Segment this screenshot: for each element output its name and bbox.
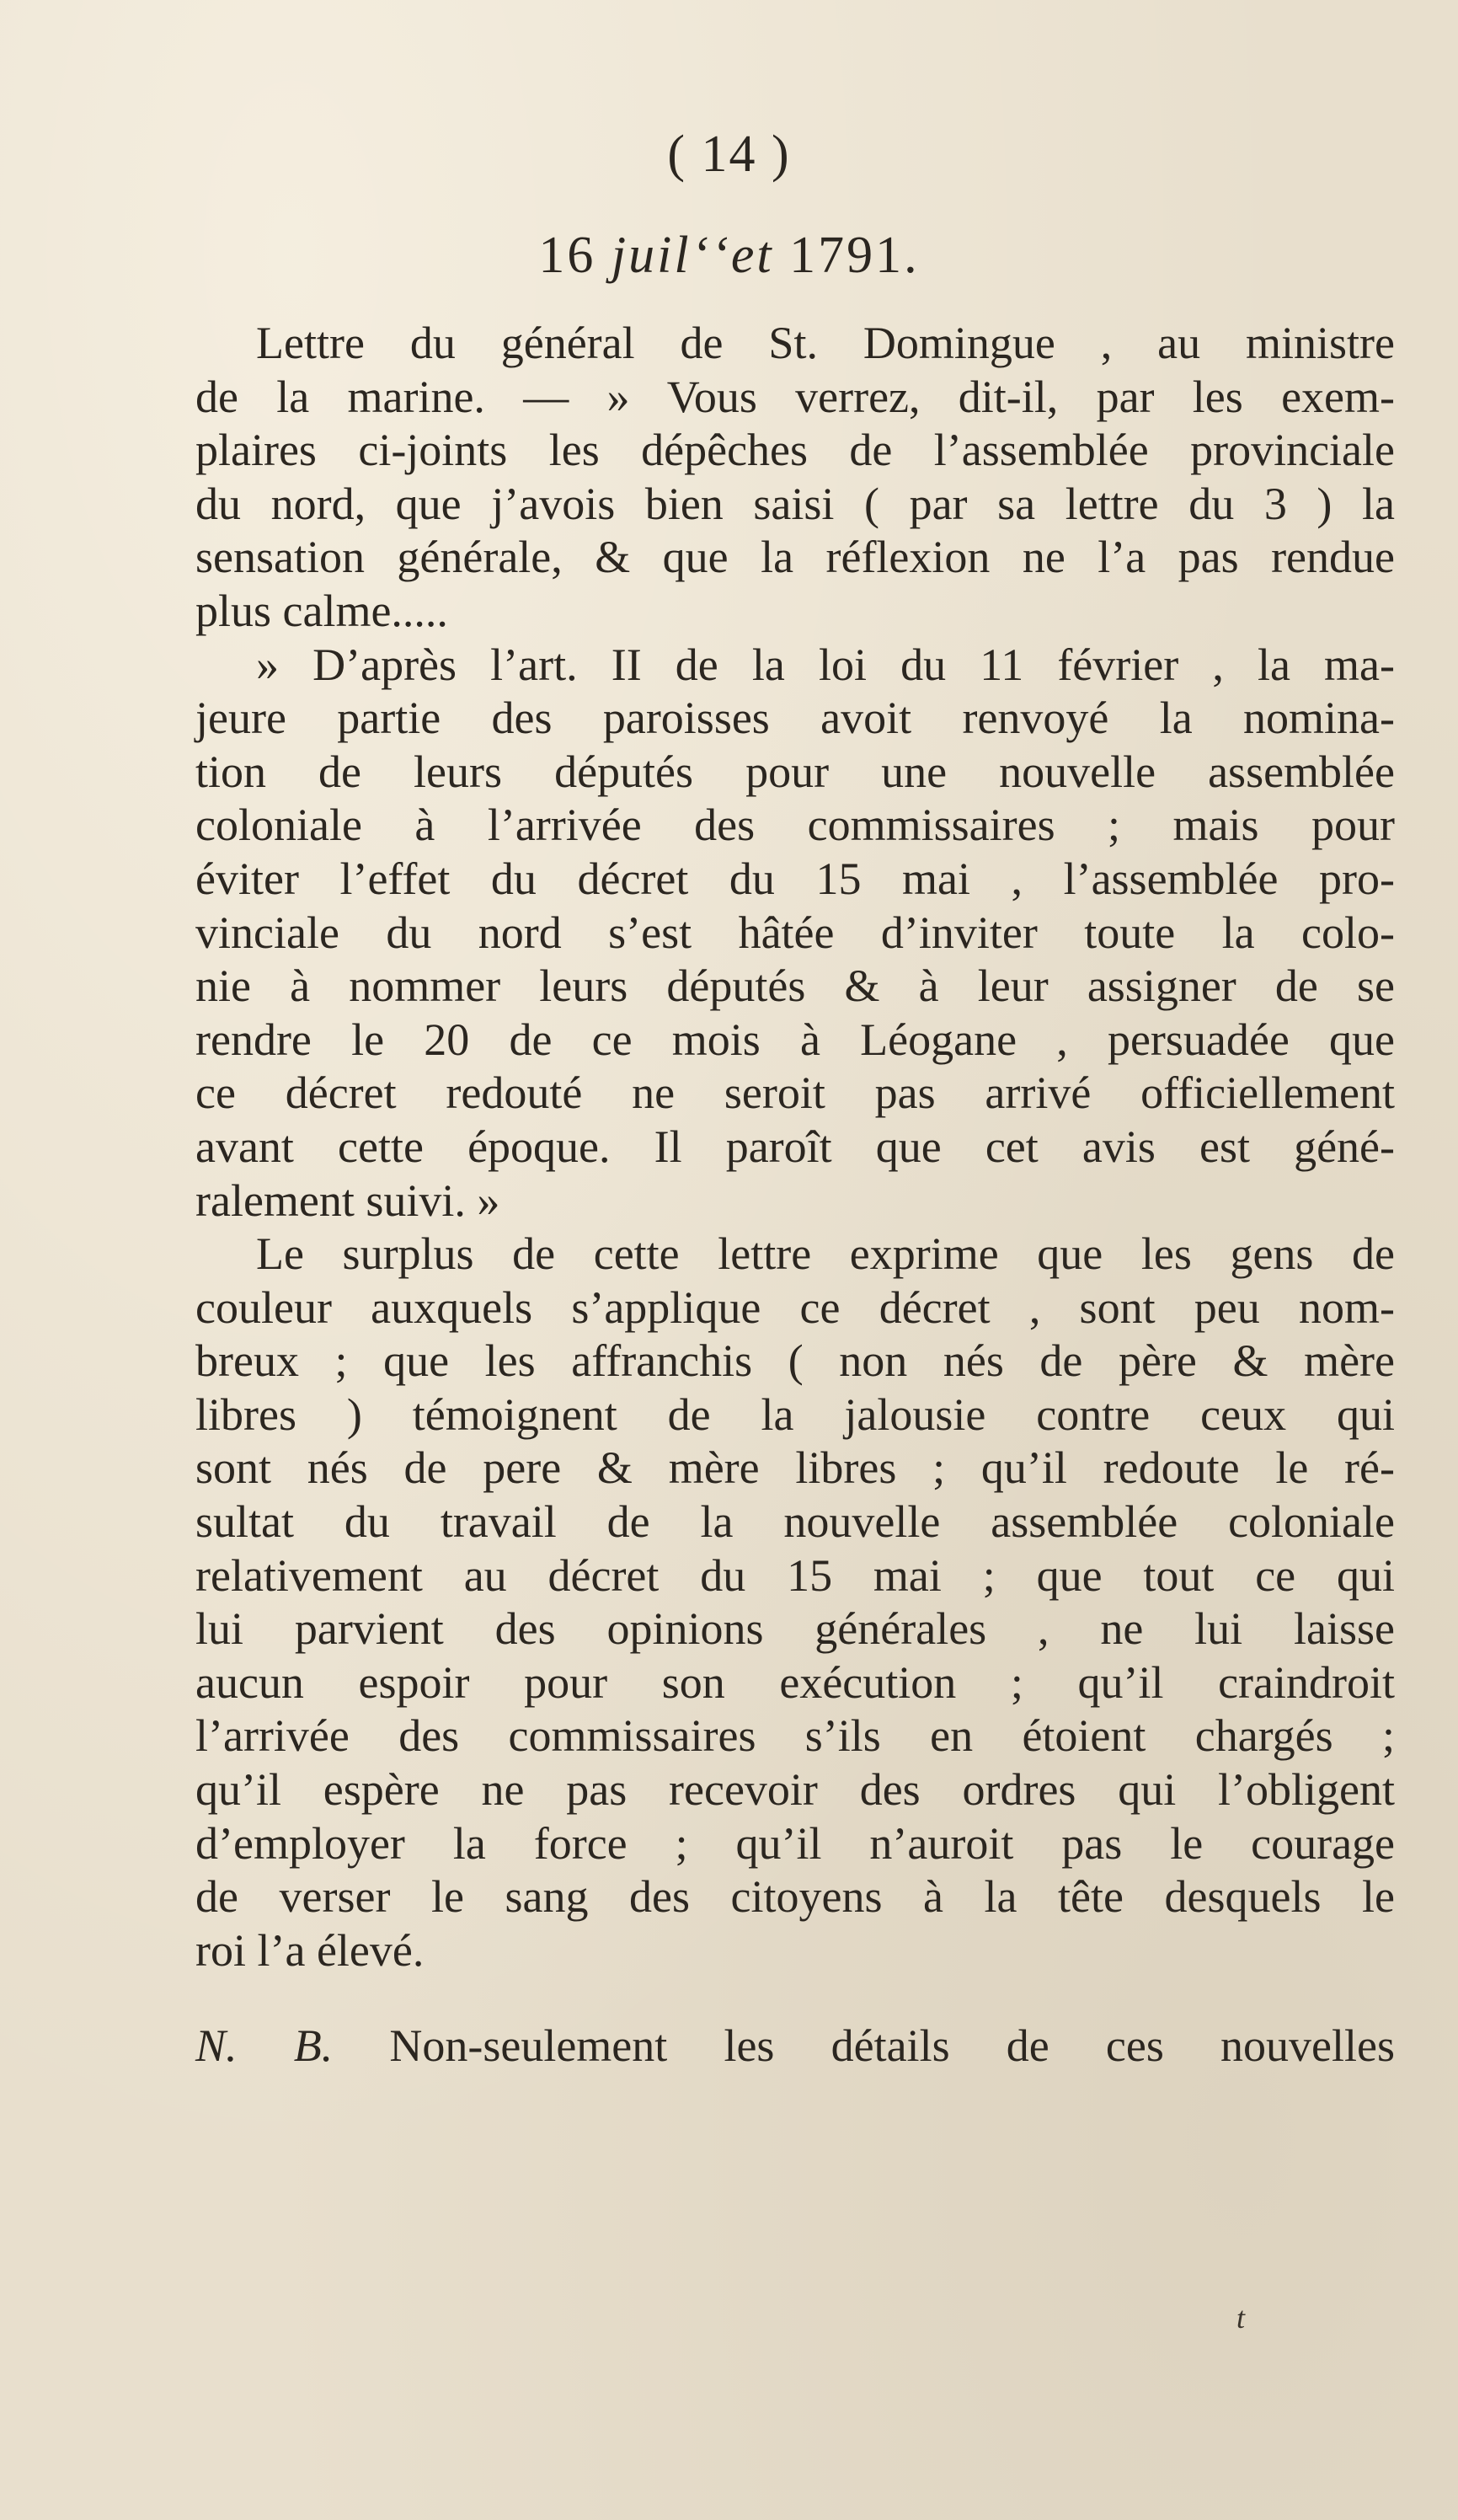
text-line: aucun espoir pour son exécution ; qu’il craindroit (195, 1656, 1395, 1708)
text-line: nie à nommer leurs députés & à leur assigner de se (195, 960, 1395, 1012)
date-year: 1791. (789, 227, 920, 284)
text-line: qu’il espère ne pas recevoir des ordres qui l’obligent (195, 1764, 1395, 1816)
text-line: rendre le 20 de ce mois à Léogane , persuadée que (195, 1014, 1395, 1065)
text-line: plaires ci-joints les dépêches de l’assemblée provinciale (195, 425, 1395, 476)
text-line: breux ; que les affranchis ( non nés de père & mère (195, 1335, 1395, 1387)
text-line: Lettre du général de St. Domingue , au ministre (256, 318, 1395, 368)
text-line: ralement suivi. » (195, 1174, 500, 1226)
text-line: ce décret redouté ne seroit pas arrivé officiellement (195, 1067, 1395, 1119)
text-line: de la marine. — » Vous verrez, dit-il, par les exem- (195, 371, 1395, 422)
text-line: avant cette époque. Il paroît que cet avis est géné- (195, 1121, 1395, 1172)
text-line: sensation générale, & que la réflexion ne l’a pas rendue (195, 532, 1395, 583)
text-line: tion de leurs députés pour une nouvelle assemblée (195, 746, 1395, 797)
text-line: de verser le sang des citoyens à la tête desquels le (195, 1871, 1395, 1923)
date-month: juilʻʻet (611, 227, 774, 284)
text-line: couleur auxquels s’applique ce décret , sont peu nom- (195, 1281, 1395, 1333)
text-line: du nord, que j’avois bien saisi ( par sa lettre du 3 ) la (195, 478, 1395, 529)
text-line: » D’après l’art. II de la loi du 11 février , la ma- (256, 639, 1395, 690)
text-line: vinciale du nord s’est hâtée d’inviter toute la colo- (195, 907, 1395, 958)
body-text (195, 317, 1395, 2073)
text-line: roi l’a élevé. (195, 1924, 425, 1976)
text-line: l’arrivée des commissaires s’ils en étoient chargés ; (195, 1710, 1395, 1762)
text-line: relativement au décret du 15 mai ; que tout ce qui (195, 1549, 1395, 1601)
paragraph-gap (195, 1977, 1395, 2020)
text-line: éviter l’effet du décret du 15 mai , l’assemblée pro- (195, 853, 1395, 904)
nb-text: Non-seulement les détails de ces nouvelles (389, 2020, 1395, 2072)
nb-label: N. B. (195, 2020, 334, 2072)
text-lines (195, 317, 1395, 1977)
text-line: sultat du travail de la nouvelle assemblée coloniale (195, 1496, 1395, 1548)
text-line: lui parvient des opinions générales , ne lui laisse (195, 1603, 1395, 1655)
date-day: 16 (538, 227, 596, 284)
catchword: t (1236, 2301, 1246, 2335)
text-line: sont nés de pere & mère libres ; qu’il redoute le ré- (195, 1442, 1395, 1494)
text-line: coloniale à l’arrivée des commissaires ; mais pour (195, 800, 1395, 851)
text-line: plus calme..... (195, 585, 448, 636)
text-line: jeure partie des paroisses avoit renvoyé la nomina- (195, 693, 1395, 744)
date-heading (0, 226, 1458, 286)
text-line: Le surplus de cette lettre exprime que les gens de (256, 1228, 1395, 1280)
text-line: libres ) témoignent de la jalousie contre ceux qui (195, 1388, 1395, 1440)
text-line: d’employer la force ; qu’il n’auroit pas le courage (195, 1817, 1395, 1869)
page-number: ( 14 ) (667, 126, 791, 183)
nb-line (195, 2020, 1395, 2073)
